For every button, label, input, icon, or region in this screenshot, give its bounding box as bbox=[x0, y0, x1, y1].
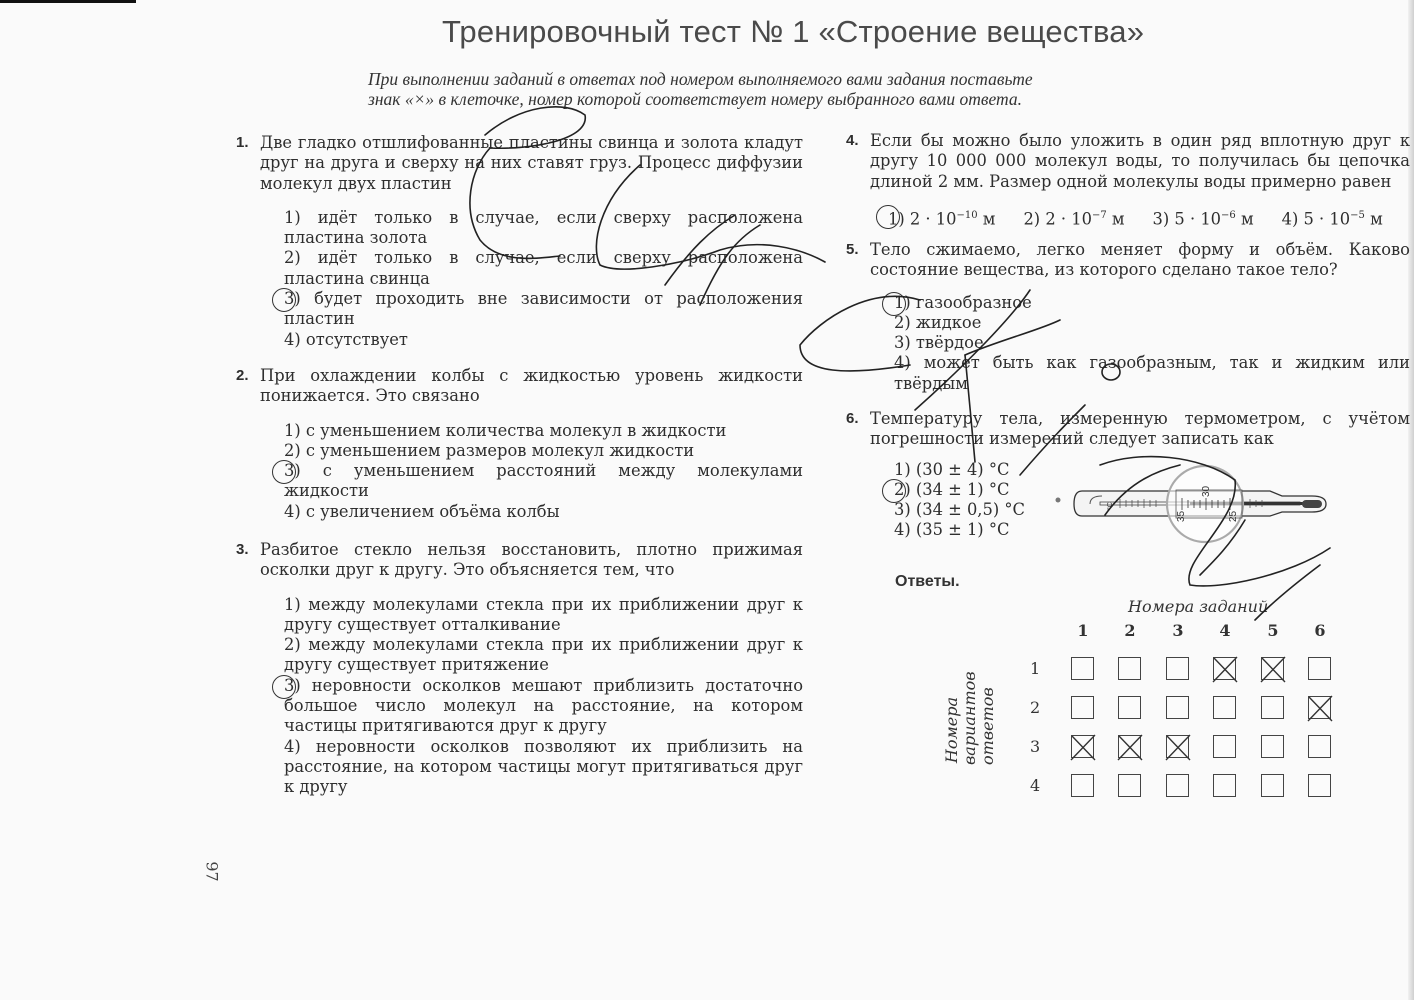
options-list bbox=[870, 206, 1410, 230]
option-3-circled[interactable]: 3) с уменьшением расстояний между молекулами жидкости bbox=[284, 461, 803, 501]
option-4[interactable]: 4) отсутствует bbox=[284, 329, 408, 349]
question-stem: Тело сжимаемо, легко меняет форму и объём. Каково состояние вещества, из которого сделано такое тело? bbox=[870, 240, 1410, 280]
exponent: −6 bbox=[1221, 209, 1236, 221]
answer-checkbox[interactable] bbox=[1261, 696, 1284, 719]
row-caption-line: ответов bbox=[978, 687, 997, 765]
option-3[interactable]: 3) твёрдое bbox=[894, 333, 984, 353]
question-5 bbox=[846, 240, 1410, 394]
option-3[interactable]: 3) (34 ± 0,5) °С bbox=[894, 500, 1025, 520]
column-header-4: 4 bbox=[1219, 621, 1231, 640]
option-text: 4) 5 · 10 bbox=[1281, 209, 1351, 229]
answer-checkbox[interactable] bbox=[1213, 735, 1236, 758]
answer-checkbox-marked[interactable] bbox=[1213, 657, 1236, 680]
scan-edge-bar bbox=[0, 0, 136, 3]
answer-checkbox-marked[interactable] bbox=[1118, 735, 1141, 758]
unit: м bbox=[1235, 209, 1254, 229]
options-list bbox=[260, 421, 803, 522]
question-number: 6. bbox=[846, 410, 859, 427]
answer-checkbox[interactable] bbox=[1308, 735, 1331, 758]
question-number: 3. bbox=[236, 541, 249, 558]
row-header-1: 1 bbox=[1030, 659, 1041, 678]
answer-checkbox[interactable] bbox=[1118, 696, 1141, 719]
cross-mark-icon bbox=[1258, 654, 1289, 685]
answer-checkbox[interactable] bbox=[1118, 657, 1141, 680]
cross-mark-icon bbox=[1210, 654, 1241, 685]
option-4[interactable] bbox=[1282, 206, 1383, 230]
options-list bbox=[260, 595, 803, 798]
column-header-6: 6 bbox=[1314, 621, 1326, 640]
unit-label: °C bbox=[1107, 502, 1114, 510]
option-4[interactable]: 4) (35 ± 1) °С bbox=[894, 520, 1010, 540]
option-2[interactable]: 2) жидкое bbox=[894, 312, 982, 332]
question-number: 1. bbox=[236, 134, 249, 151]
option-3[interactable] bbox=[1153, 206, 1254, 230]
scale-label: 35 bbox=[1176, 510, 1187, 522]
option-4[interactable]: 4) может быть как газообразным, так и жидким или твёрдым bbox=[894, 353, 1410, 393]
option-text: 1) 2 · 10 bbox=[888, 209, 957, 229]
option-2-circled[interactable]: 2) (34 ± 1) °С bbox=[894, 480, 1410, 500]
answer-checkbox[interactable] bbox=[1308, 774, 1331, 797]
answer-checkbox[interactable] bbox=[1166, 774, 1189, 797]
scale-label: 30 bbox=[1201, 485, 1212, 497]
instructions-line: При выполнении заданий в ответах под номером выполняемого вами задания поставьте bbox=[368, 69, 1033, 89]
question-2 bbox=[236, 366, 803, 522]
row-header-4: 4 bbox=[1030, 776, 1041, 795]
question-number: 4. bbox=[846, 132, 859, 149]
row-caption-line: Номера bbox=[942, 696, 961, 764]
cross-mark-icon bbox=[1068, 732, 1099, 763]
thermometer-figure bbox=[1050, 460, 1340, 560]
option-1-circled[interactable]: 1) газообразное bbox=[894, 293, 1410, 313]
cross-mark-icon bbox=[1163, 732, 1194, 763]
question-stem: Температуру тела, измеренную термометром, с учётом погрешности измерений следует записать как bbox=[870, 409, 1410, 449]
row-caption-line: вариантов bbox=[960, 671, 979, 765]
answer-checkbox-marked[interactable] bbox=[1261, 657, 1284, 680]
options-list bbox=[870, 293, 1410, 394]
option-3-circled[interactable]: 3) неровности осколков мешают приблизить достаточно большое число молекул на расстояние, на котором частицы притягиваются друг к другу bbox=[284, 675, 803, 736]
unit: м bbox=[1106, 209, 1125, 229]
question-3 bbox=[236, 540, 803, 798]
answers-title: Ответы. bbox=[895, 573, 960, 590]
option-text: 2) 2 · 10 bbox=[1023, 209, 1092, 229]
cross-mark-icon bbox=[1305, 693, 1336, 724]
option-2[interactable]: 2) идёт только в случае, если сверху расположена пластина свинца bbox=[284, 248, 803, 288]
column-header-3: 3 bbox=[1172, 621, 1184, 640]
column-header-2: 2 bbox=[1124, 621, 1136, 640]
page-title: Тренировочный тест № 1 «Строение вещества» bbox=[442, 14, 1145, 49]
question-stem: Разбитое стекло нельзя восстановить, плотно прижимая осколки друг к другу. Это объясняется тем, что bbox=[260, 540, 803, 580]
unit: м bbox=[977, 209, 996, 229]
question-4 bbox=[846, 131, 1410, 230]
option-1[interactable]: 1) между молекулами стекла при их приближении друг к другу существует отталкивание bbox=[284, 594, 803, 634]
option-2[interactable]: 2) с уменьшением размеров молекул жидкости bbox=[284, 440, 695, 460]
question-number: 2. bbox=[236, 367, 249, 384]
answer-checkbox-marked[interactable] bbox=[1308, 696, 1331, 719]
question-1 bbox=[236, 133, 803, 350]
answer-checkbox[interactable] bbox=[1308, 657, 1331, 680]
exponent: −7 bbox=[1091, 209, 1107, 221]
answer-checkbox[interactable] bbox=[1213, 696, 1236, 719]
cross-mark-icon bbox=[1115, 732, 1146, 763]
question-stem: Если бы можно было уложить в один ряд вплотную друг к другу 10 000 000 молекул воды, то получилась бы цепочка длиной 2 мм. Размер одной молекулы воды примерно равен bbox=[870, 131, 1410, 191]
question-stem: Две гладко отшлифованные пластины свинца и золота кладут друг на друга и сверху на них ставят груз. Процесс диффузии молекул двух пластин bbox=[260, 133, 803, 193]
instructions-line: знак «×» в клеточке, номер которой соответствует номеру выбранного вами ответа. bbox=[368, 89, 1023, 109]
answer-checkbox[interactable] bbox=[1071, 774, 1094, 797]
scale-label: 25 bbox=[1228, 510, 1239, 522]
exponent: −5 bbox=[1350, 209, 1365, 221]
option-1[interactable]: 1) (30 ± 4) °С bbox=[894, 459, 1010, 479]
row-header-3: 3 bbox=[1030, 737, 1041, 756]
answer-checkbox[interactable] bbox=[1166, 657, 1189, 680]
answer-checkbox[interactable] bbox=[1261, 774, 1284, 797]
exponent: −10 bbox=[956, 209, 978, 221]
answer-checkbox[interactable] bbox=[1071, 696, 1094, 719]
instructions bbox=[368, 69, 1298, 109]
column-caption: Номера заданий bbox=[1128, 597, 1269, 616]
answer-checkbox-marked[interactable] bbox=[1071, 735, 1094, 758]
option-2[interactable]: 2) между молекулами стекла при их приближении друг к другу существует притяжение bbox=[284, 635, 803, 675]
option-text: 3) 5 · 10 bbox=[1152, 209, 1222, 229]
row-caption bbox=[942, 671, 1023, 765]
option-2[interactable] bbox=[1023, 206, 1124, 230]
answer-checkbox[interactable] bbox=[1166, 696, 1189, 719]
answer-checkbox[interactable] bbox=[1261, 735, 1284, 758]
option-4[interactable]: 4) с увеличением объёма колбы bbox=[284, 501, 560, 521]
page-number: 97 bbox=[202, 861, 222, 882]
option-1[interactable]: 1) идёт только в случае, если сверху расположена пластина золота bbox=[284, 207, 803, 248]
options-list bbox=[260, 208, 803, 350]
column-header-5: 5 bbox=[1267, 621, 1279, 640]
answer-checkbox[interactable] bbox=[1071, 657, 1094, 680]
unit: м bbox=[1364, 209, 1383, 229]
row-header-2: 2 bbox=[1030, 698, 1041, 717]
option-4[interactable]: 4) неровности осколков позволяют их приблизить на расстояние, на котором частицы могут притягиваться друг к другу bbox=[284, 736, 803, 797]
answer-checkbox[interactable] bbox=[1213, 774, 1236, 797]
answer-checkbox[interactable] bbox=[1118, 774, 1141, 797]
option-1[interactable]: 1) с уменьшением количества молекул в жидкости bbox=[284, 420, 727, 440]
option-1-circled[interactable] bbox=[888, 206, 995, 230]
column-header-1: 1 bbox=[1077, 621, 1089, 640]
option-3-circled[interactable]: 3) будет проходить вне зависимости от расположения пластин bbox=[284, 289, 803, 329]
answer-checkbox-marked[interactable] bbox=[1166, 735, 1189, 758]
question-number: 5. bbox=[846, 241, 859, 258]
question-stem: При охлаждении колбы с жидкостью уровень жидкости понижается. Это связано bbox=[260, 366, 803, 406]
